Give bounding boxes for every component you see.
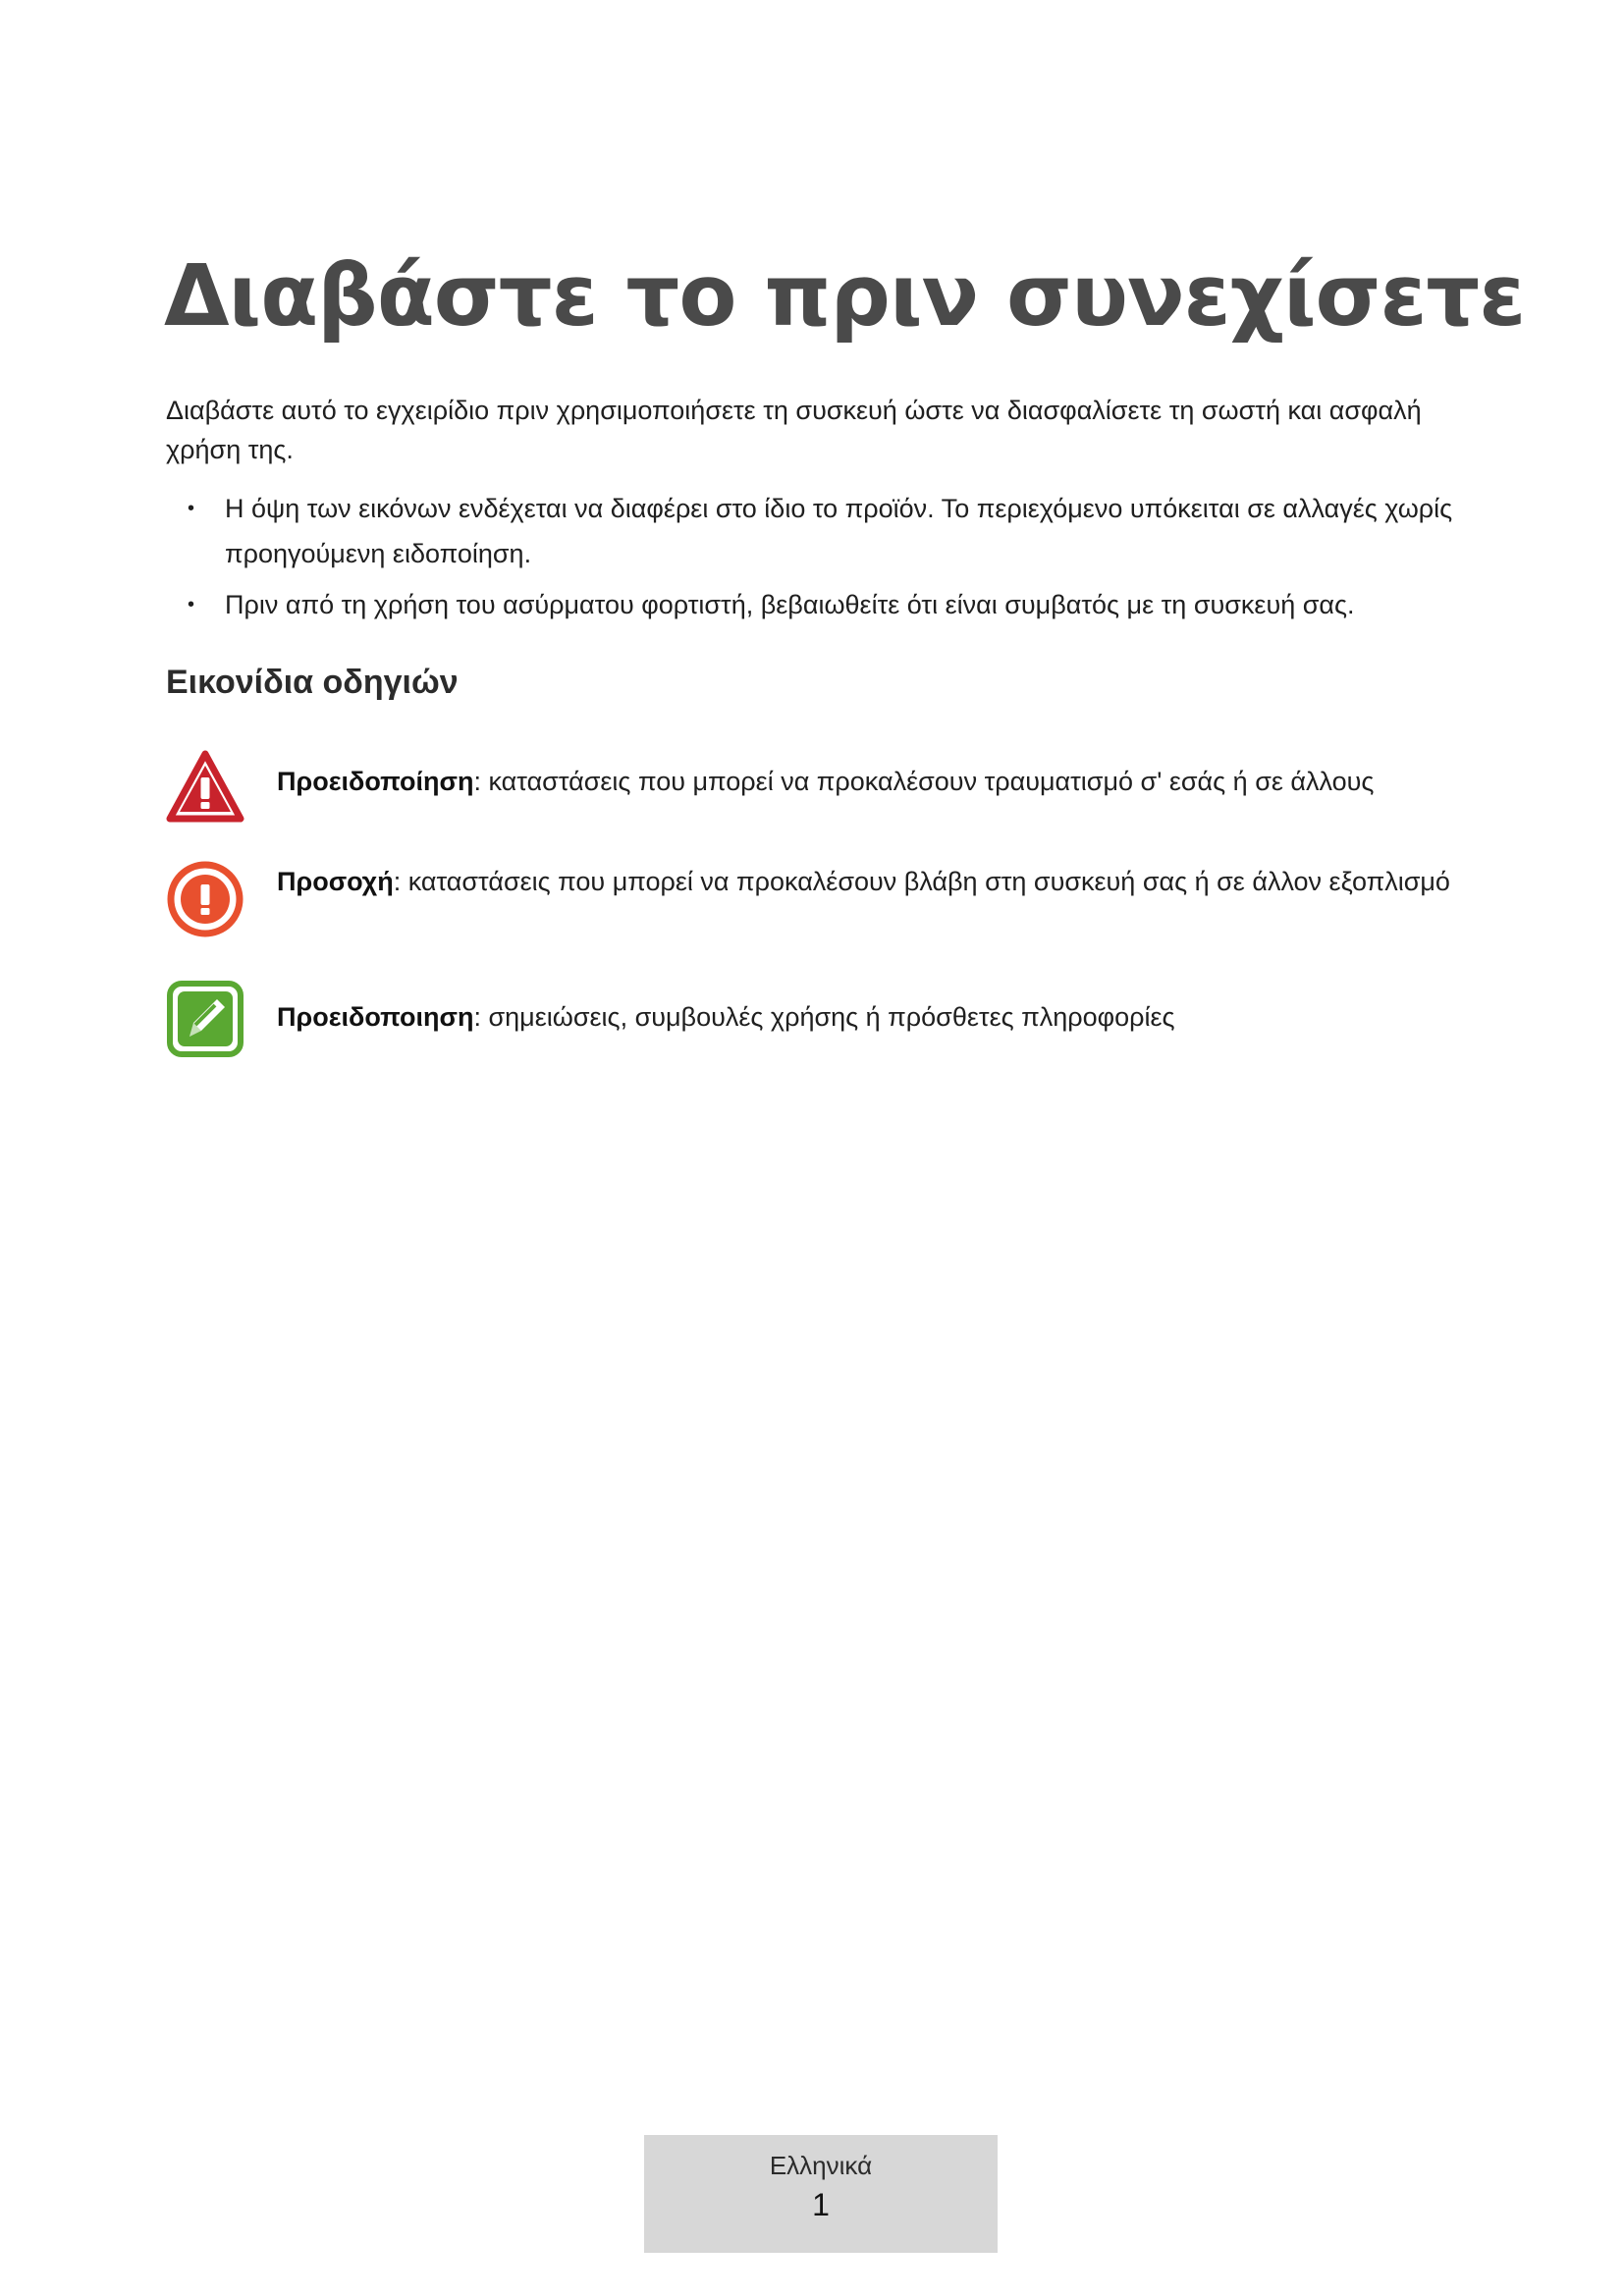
bullet-marker: • — [188, 594, 195, 615]
page-number: 1 — [812, 2187, 830, 2222]
warning-triangle-icon — [166, 748, 244, 827]
notes-list — [166, 486, 1482, 633]
page-footer — [644, 2135, 998, 2253]
caution-term: Προσοχή — [277, 867, 394, 896]
note-text: : σημειώσεις, συμβουλές χρήσης ή πρόσθετες πληροφορίες — [473, 1002, 1175, 1032]
list-item-text: Πριν από τη χρήση του ασύρματου φορτιστή, βεβαιωθείτε ότι είναι συμβατός με τη συσκευή σας. — [225, 590, 1355, 619]
list-item-text: Η όψη των εικόνων ενδέχεται να διαφέρει στο ίδιο το προϊόν. Το περιεχόμενο υπόκειται σε αλλαγές χωρίς προηγούμενη ειδοποίηση. — [225, 494, 1453, 568]
note-description — [277, 995, 1475, 1040]
list-item — [166, 486, 1482, 576]
caution-description — [277, 860, 1475, 904]
page-title: Διαβάστε το πριν συνεχίσετε — [164, 247, 1526, 346]
bullet-marker: • — [188, 498, 195, 519]
list-item — [166, 582, 1482, 627]
warning-text: : καταστάσεις που μπορεί να προκαλέσουν τραυματισμό σ' εσάς ή σε άλλους — [473, 767, 1375, 796]
section-title: Εικονίδια οδηγιών — [166, 664, 459, 701]
note-term: Προειδοποιηση — [277, 1002, 474, 1032]
caution-text: : καταστάσεις που μπορεί να προκαλέσουν βλάβη στη συσκευή σας ή σε άλλον εξοπλισμό — [393, 867, 1450, 896]
warning-term: Προειδοποίηση — [277, 767, 474, 796]
note-pencil-icon — [166, 980, 244, 1058]
caution-circle-icon — [166, 860, 244, 938]
warning-description — [277, 760, 1475, 804]
intro-paragraph: Διαβάστε αυτό το εγχειρίδιο πριν χρησιμοποιήσετε τη συσκευή ώστε να διασφαλίσετε τη σωστή και ασφαλή χρήση της. — [166, 396, 1422, 464]
footer-language: Ελληνικά — [769, 2151, 873, 2180]
